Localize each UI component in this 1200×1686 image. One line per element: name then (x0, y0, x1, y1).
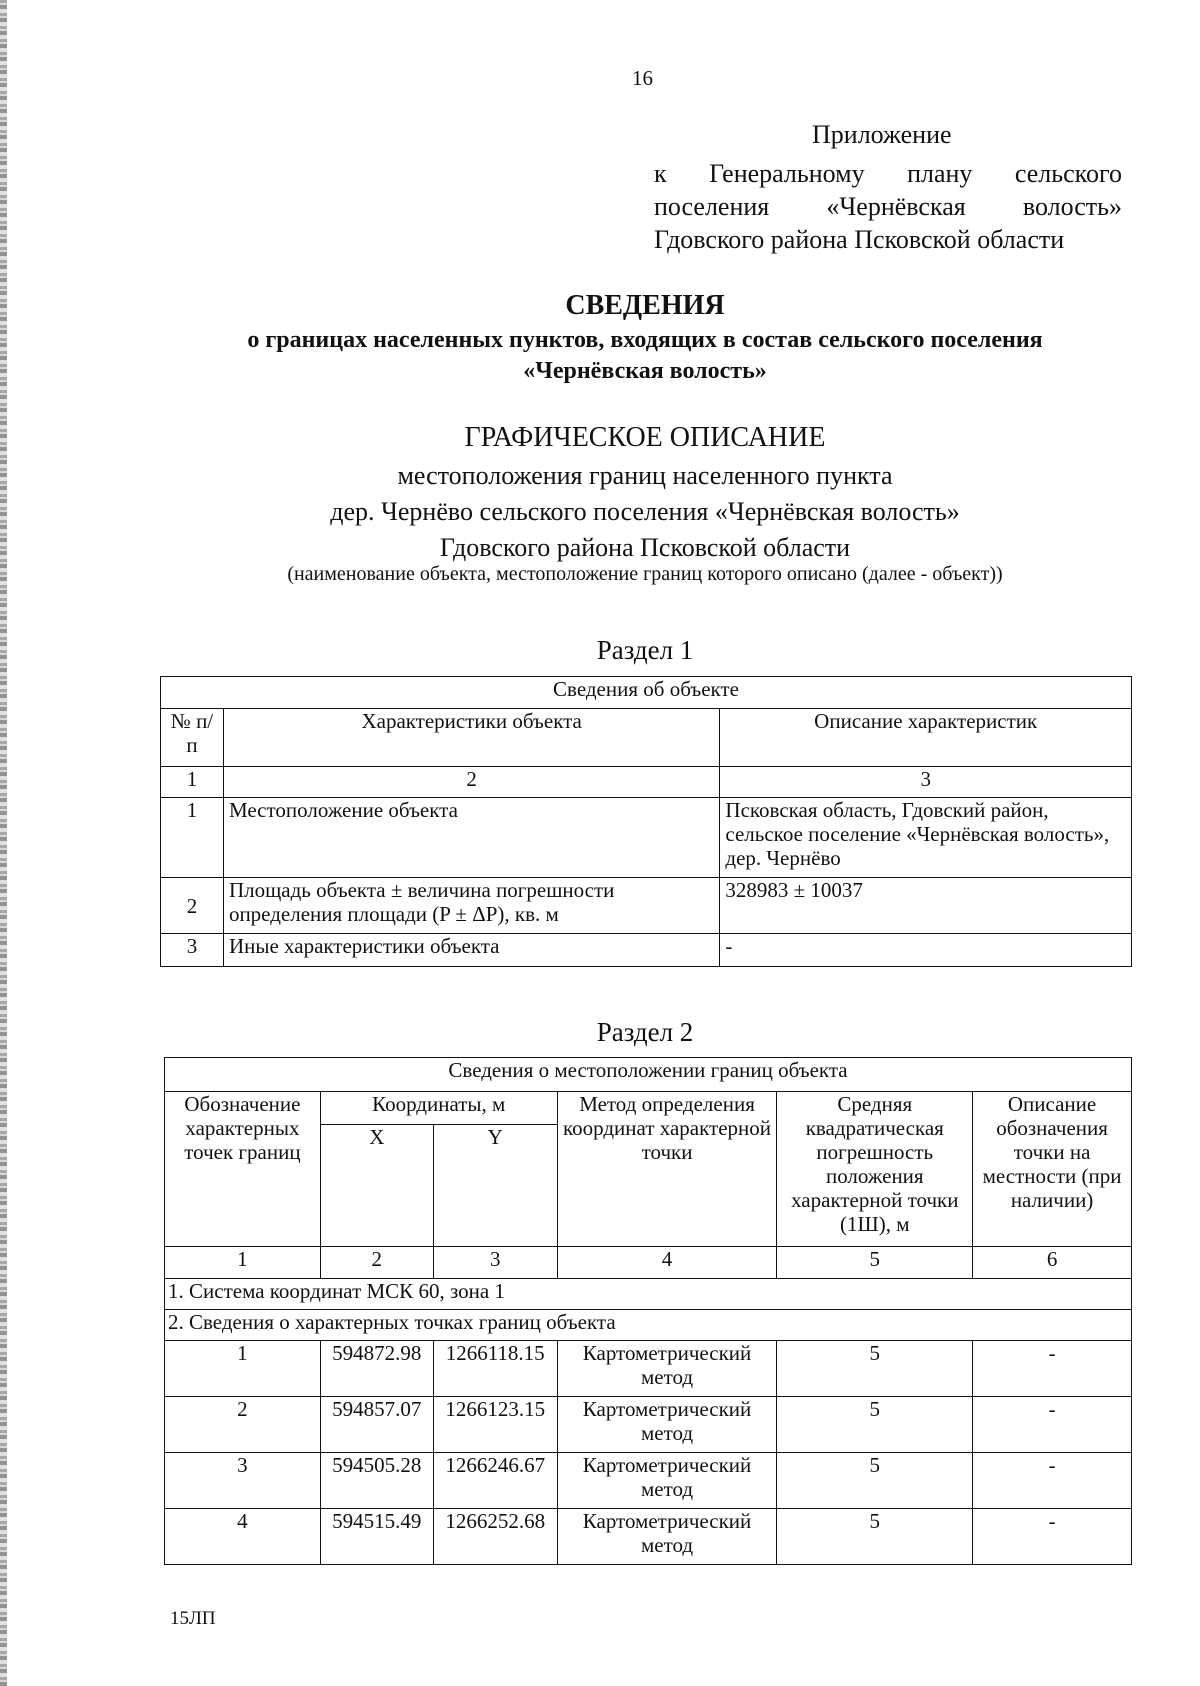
row-number: 2 (161, 878, 224, 934)
appendix-line-2: поселения «Чернёвская волость» (654, 192, 1122, 221)
column-header-y: Y (433, 1125, 557, 1247)
column-header-x: X (320, 1125, 433, 1247)
column-index: 6 (973, 1247, 1132, 1279)
table-row (165, 1341, 1132, 1397)
point-description: - (973, 1341, 1132, 1397)
column-index: 4 (557, 1247, 777, 1279)
table-row (161, 798, 1132, 878)
boundary-points-heading-row: 2. Сведения о характерных точках границ объекта (165, 1310, 1132, 1341)
point-method: Картометрический метод (557, 1509, 777, 1565)
column-header-point-description: Описание обозначения точки на местности (при наличии) (973, 1092, 1132, 1247)
point-y: 1266123.15 (433, 1397, 557, 1453)
point-method: Картометрический метод (557, 1341, 777, 1397)
point-description: - (973, 1453, 1132, 1509)
document-title: СВЕДЕНИЯ (565, 290, 725, 321)
boundary-points-table (164, 1057, 1132, 1565)
scan-edge (0, 0, 7, 1686)
point-description: - (973, 1397, 1132, 1453)
graphic-description (160, 458, 1130, 566)
appendix-line-1: к Генеральному плану сельского (654, 159, 1122, 188)
point-error: 5 (777, 1509, 973, 1565)
column-header-characteristics: Характеристики объекта (223, 709, 719, 767)
table-row (161, 878, 1132, 934)
table-caption: Сведения об объекте (161, 677, 1132, 709)
point-y: 1266246.67 (433, 1453, 557, 1509)
row-number: 1 (161, 798, 224, 878)
footer-code: 15ЛП (170, 1608, 216, 1629)
point-x: 594872.98 (320, 1341, 433, 1397)
graphic-line-3: Гдовского района Псковской области (439, 533, 851, 562)
column-index: 5 (777, 1247, 973, 1279)
subtitle-line-2: «Чернёвская волость» (523, 358, 767, 384)
row-characteristic: Площадь объекта ± величина погрешности определения площади (P ± ΔP), кв. м (223, 878, 719, 934)
point-error: 5 (777, 1397, 973, 1453)
point-x: 594505.28 (320, 1453, 433, 1509)
point-x: 594857.07 (320, 1397, 433, 1453)
column-index: 3 (433, 1247, 557, 1279)
point-id: 3 (165, 1453, 321, 1509)
point-method: Картометрический метод (557, 1397, 777, 1453)
row-characteristic: Иные характеристики объекта (223, 934, 719, 967)
row-characteristic: Местоположение объекта (223, 798, 719, 878)
table-row (165, 1509, 1132, 1565)
point-method: Картометрический метод (557, 1453, 777, 1509)
column-header-point: Обозначение характерных точек границ (165, 1092, 321, 1247)
point-x: 594515.49 (320, 1509, 433, 1565)
point-error: 5 (777, 1453, 973, 1509)
object-info-table (160, 676, 1132, 967)
row-description: Псковская область, Гдовский район, сельское поселение «Чернёвская волость», дер. Чернёво (720, 798, 1132, 878)
column-header-num: № п/п (161, 709, 224, 767)
column-header-method: Метод определения координат характерной точки (557, 1092, 777, 1247)
table-caption: Сведения о местоположении границ объекта (165, 1058, 1132, 1092)
point-y: 1266252.68 (433, 1509, 557, 1565)
point-error: 5 (777, 1341, 973, 1397)
column-header-coordinates: Координаты, м (320, 1092, 557, 1125)
row-description: 328983 ± 10037 (720, 878, 1132, 934)
column-header-description: Описание характеристик (720, 709, 1132, 767)
graphic-line-1: местоположения границ населенного пункта (397, 461, 893, 490)
object-note: (наименование объекта, местоположение границ которого описано (далее - объект)) (287, 563, 1003, 585)
column-index: 3 (720, 767, 1132, 798)
column-index: 2 (223, 767, 719, 798)
appendix-line-3: Гдовского района Псковской области (654, 225, 1065, 254)
table-row (161, 934, 1132, 967)
column-index: 2 (320, 1247, 433, 1279)
document-subtitle (160, 325, 1130, 387)
table-row (165, 1453, 1132, 1509)
graphic-line-2: дер. Чернёво сельского поселения «Чернёвская волость» (330, 497, 960, 526)
table-row (165, 1397, 1132, 1453)
row-description: - (720, 934, 1132, 967)
graphic-title: ГРАФИЧЕСКОЕ ОПИСАНИЕ (464, 422, 826, 453)
section-1-title: Раздел 1 (596, 635, 694, 665)
column-index: 1 (165, 1247, 321, 1279)
column-header-error: Средняя квадратическая погрешность положения характерной точки (1Ш), м (777, 1092, 973, 1247)
subtitle-line-1: о границах населенных пунктов, входящих в состав сельского поселения (247, 327, 1043, 353)
column-index: 1 (161, 767, 224, 798)
point-id: 1 (165, 1341, 321, 1397)
row-number: 3 (161, 934, 224, 967)
coordinate-system-row: 1. Система координат МСК 60, зона 1 (165, 1279, 1132, 1310)
point-description: - (973, 1509, 1132, 1565)
appendix-title: Приложение (812, 120, 952, 149)
point-id: 2 (165, 1397, 321, 1453)
point-id: 4 (165, 1509, 321, 1565)
section-2-title: Раздел 2 (596, 1017, 694, 1047)
point-y: 1266118.15 (433, 1341, 557, 1397)
page-number: 16 (632, 66, 653, 90)
